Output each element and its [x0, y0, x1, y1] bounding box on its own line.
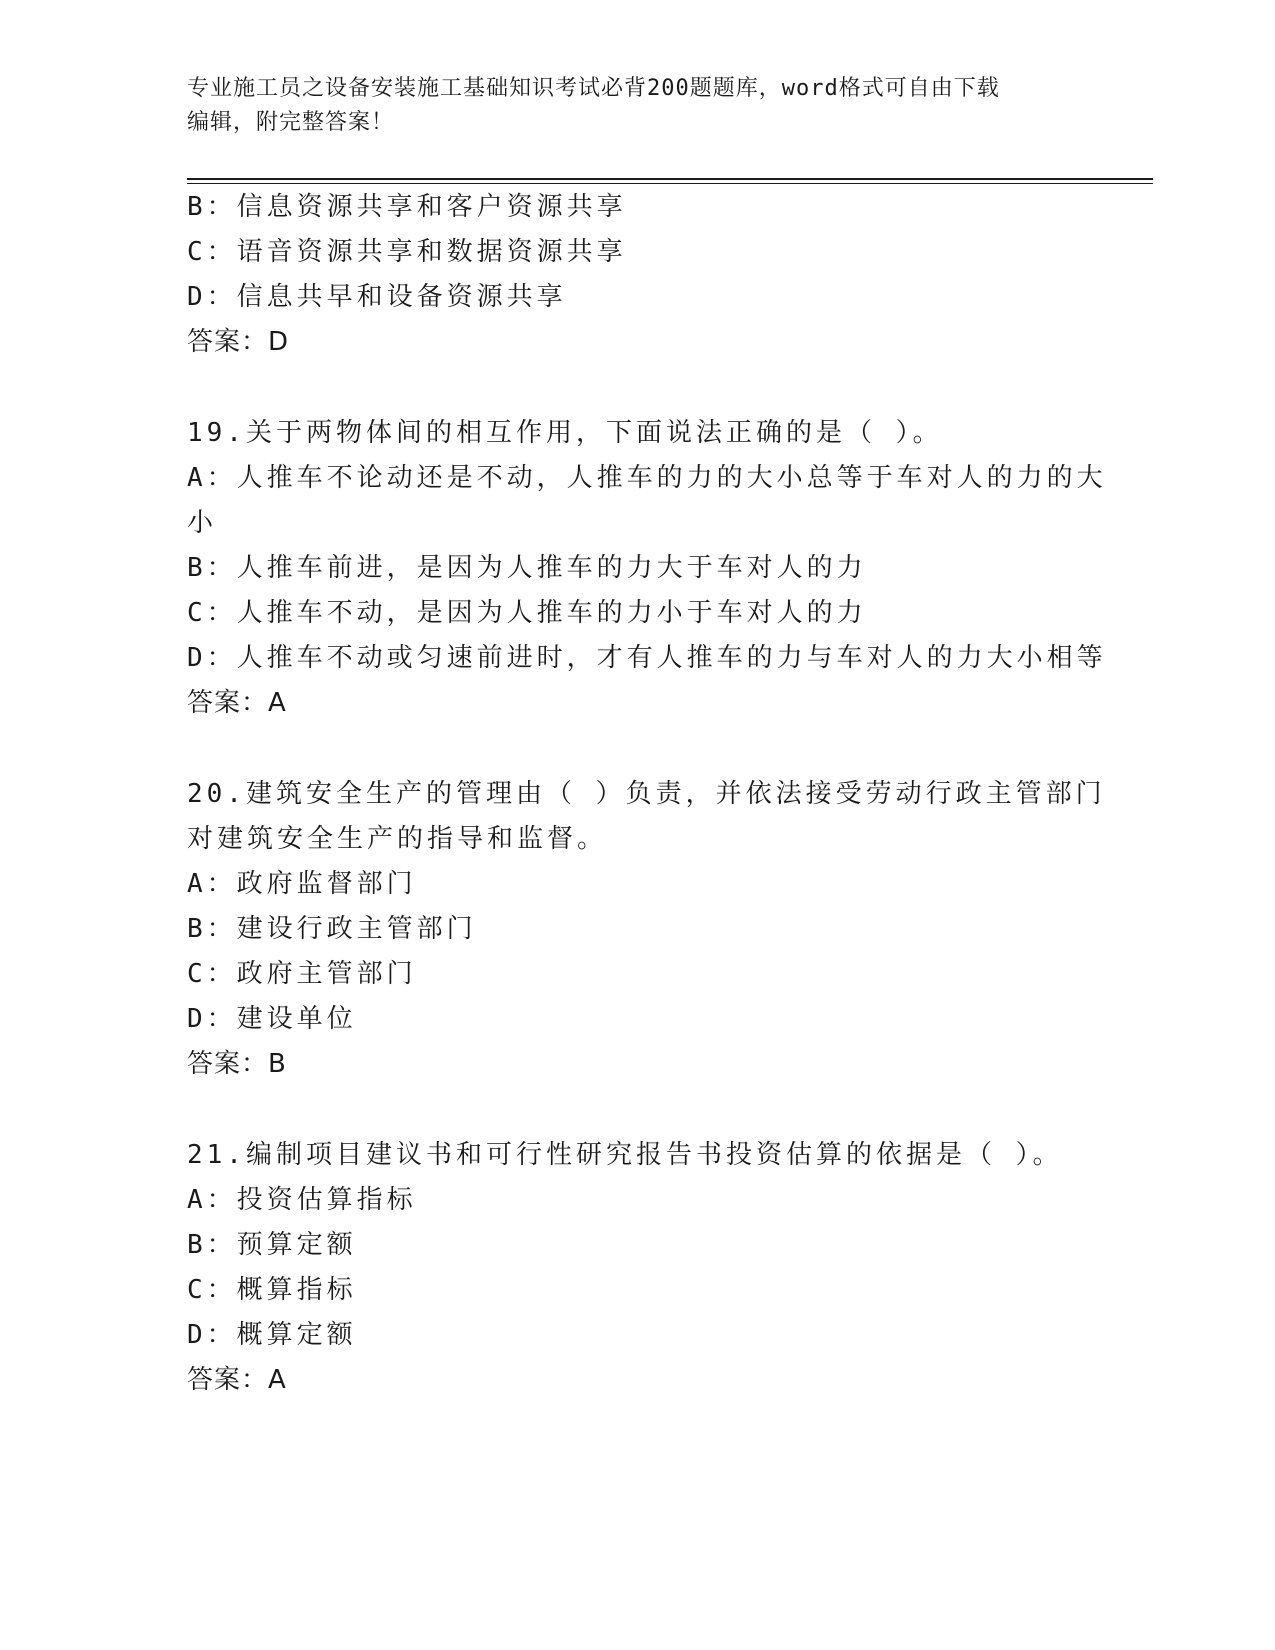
answer-line: 答案：A — [187, 688, 287, 718]
option-a: A：人推车不论动还是不动，人推车的力的大小总等于车对人的力的大 — [187, 463, 1107, 493]
question-21 — [187, 1133, 1087, 1403]
option-a-continued: 小 — [187, 508, 218, 538]
option-d: D：概算定额 — [187, 1320, 357, 1350]
question-stem: 20.建筑安全生产的管理由（ ）负责，并依法接受劳动行政主管部门 — [187, 779, 1106, 809]
option-d: D：信息共早和设备资源共享 — [187, 282, 567, 312]
question-spacer — [187, 365, 1087, 411]
option-b: B：信息资源共享和客户资源共享 — [187, 192, 627, 222]
option-c: C：概算指标 — [187, 1275, 357, 1305]
header-title-line-1: 专业施工员之设备安装施工基础知识考试必背200题题库，word格式可自由下载 — [187, 76, 1000, 101]
answer-line: 答案：D — [187, 327, 290, 357]
question-18-tail — [187, 185, 1087, 365]
option-a: A：政府监督部门 — [187, 869, 417, 899]
answer-line: 答案：B — [187, 1049, 287, 1079]
document-header — [187, 72, 1067, 140]
question-19 — [187, 411, 1107, 726]
question-stem-continued: 对建筑安全生产的指导和监督。 — [187, 824, 608, 854]
option-c: C：人推车不动，是因为人推车的力小于车对人的力 — [187, 598, 867, 628]
option-d: D：人推车不动或匀速前进时，才有人推车的力与车对人的力大小相等 — [187, 643, 1107, 673]
option-b: B：预算定额 — [187, 1230, 357, 1260]
question-20 — [187, 772, 1106, 1087]
question-stem: 21.编制项目建议书和可行性研究报告书投资估算的依据是（ ）。 — [187, 1140, 1063, 1170]
option-b: B：建设行政主管部门 — [187, 914, 477, 944]
option-c: C：政府主管部门 — [187, 959, 417, 989]
header-divider — [187, 178, 1153, 184]
option-a: A：投资估算指标 — [187, 1185, 417, 1215]
question-spacer — [187, 1087, 1087, 1133]
option-c: C：语音资源共享和数据资源共享 — [187, 237, 627, 267]
question-stem: 19.关于两物体间的相互作用，下面说法正确的是（ ）。 — [187, 418, 943, 448]
question-list — [187, 185, 1107, 1403]
header-title-line-2: 编辑，附完整答案！ — [187, 110, 395, 135]
question-spacer — [187, 726, 1087, 772]
answer-line: 答案：A — [187, 1365, 287, 1395]
option-d: D：建设单位 — [187, 1004, 357, 1034]
option-b: B：人推车前进，是因为人推车的力大于车对人的力 — [187, 553, 867, 583]
